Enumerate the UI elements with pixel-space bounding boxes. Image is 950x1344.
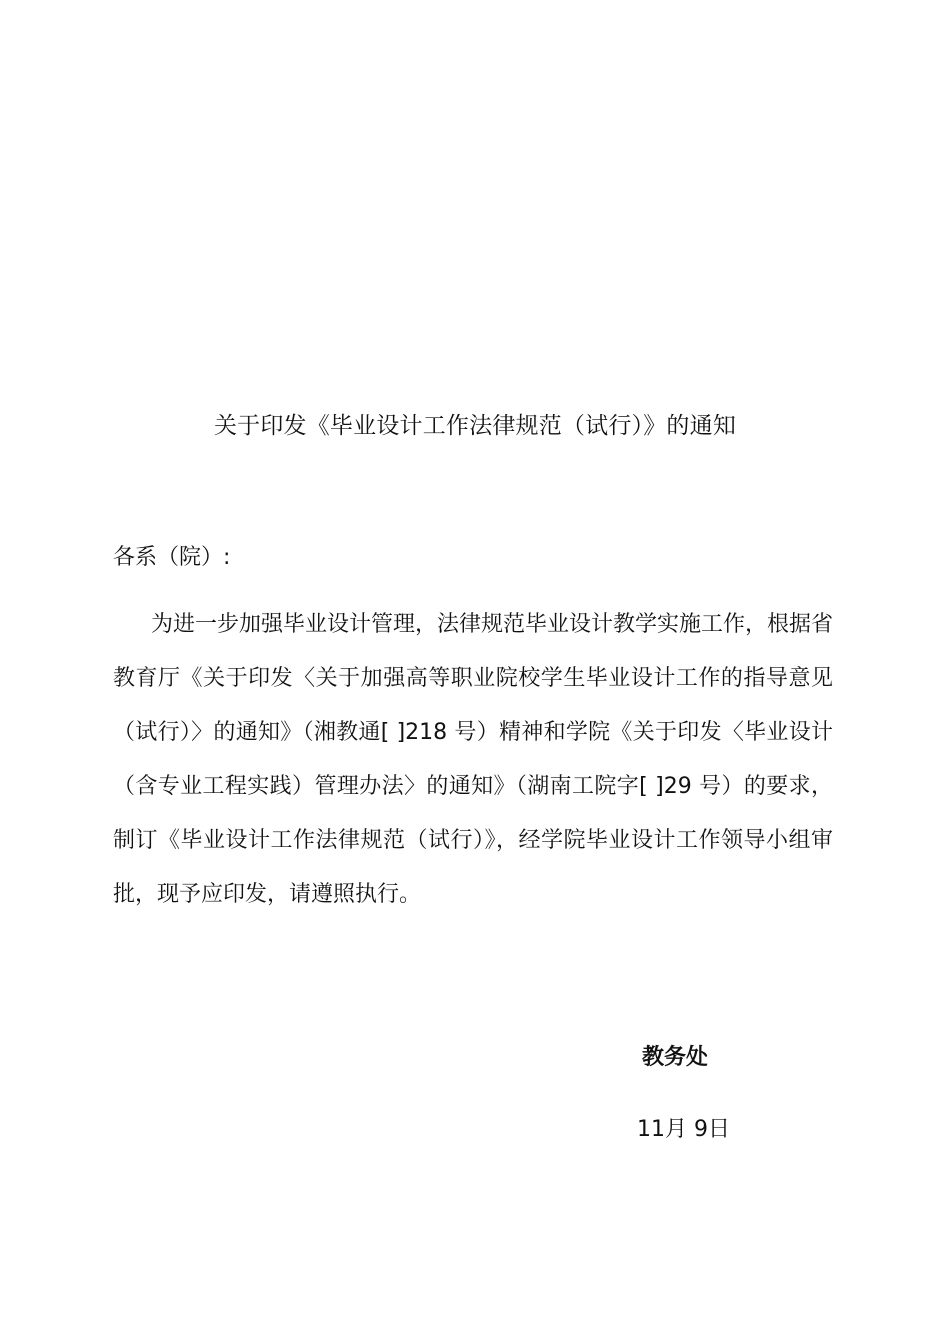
salutation: 各系（院）:: [113, 545, 231, 570]
body-paragraph: 为进一步加强毕业设计管理，法律规范毕业设计教学实施工作，根据省教育厅《关于印发〈关于加强高等职业院校学生毕业设计工作的指导意见（试行）〉的通知》（湘教通[ ]218 号）精神和学院《关于印发〈毕业设计（含专业工程实践）管理办法〉的通知》（湖南工院字[ ]29 号）的要求，制订《毕业设计工作法律规范（试行）》，经学院毕业设计工作领导小组审批，现予应印发，请遵照执行。: [113, 612, 834, 907]
document-title: 关于印发《毕业设计工作法律规范（试行）》的通知: [213, 413, 737, 439]
issue-date: 11月 9日: [637, 1117, 730, 1142]
issuer-signature: 教务处: [642, 1045, 709, 1070]
